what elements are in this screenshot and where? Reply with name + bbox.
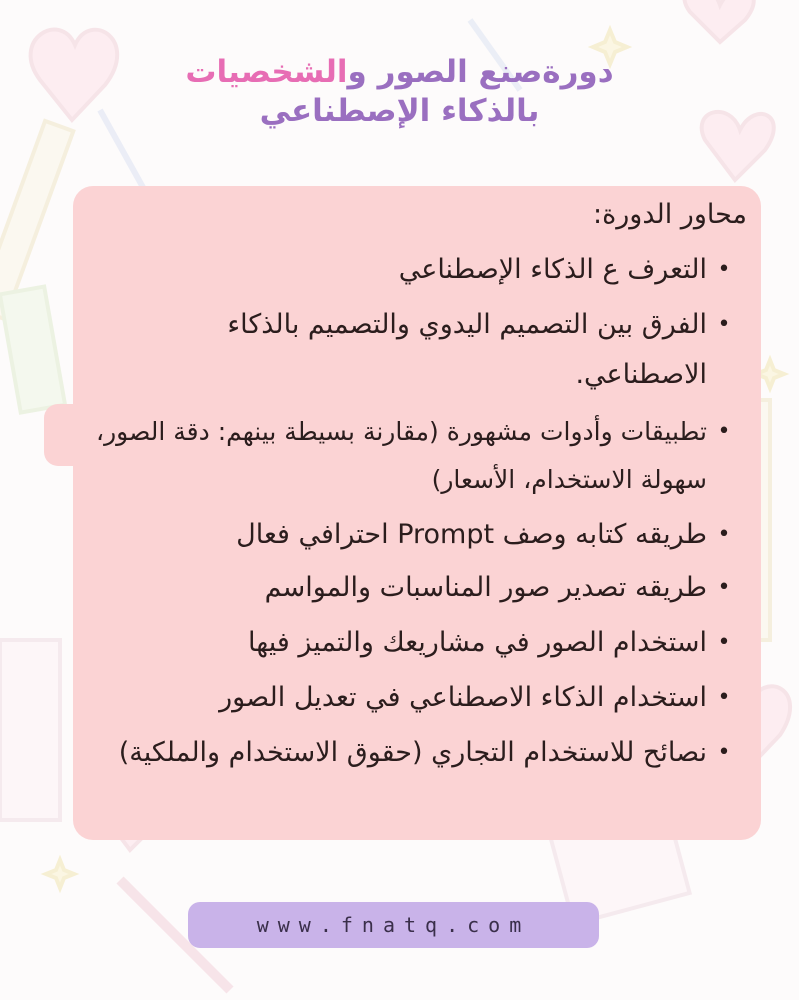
heart-doodle-top-right — [684, 0, 753, 42]
course-title — [0, 52, 799, 130]
topic-item — [107, 510, 731, 560]
card-heading: محاور الدورة: — [593, 199, 747, 230]
topic-text: الفرق بين التصميم اليدوي والتصميم بالذكاء الاصطناعي. — [227, 309, 707, 390]
notebook-doodle-left — [0, 640, 60, 820]
topic-item — [107, 300, 731, 400]
title-part-1: دورة — [542, 54, 614, 90]
sparkle-doodle-3 — [46, 860, 74, 888]
topic-item — [107, 618, 731, 668]
topic-text: نصائح للاستخدام التجاري (حقوق الاستخدام والملكية) — [118, 737, 707, 768]
topic-item — [107, 728, 731, 778]
bullet-dot-icon: • — [717, 575, 731, 600]
bullet-dot-icon: • — [717, 522, 731, 547]
topic-text: التعرف ع الذكاء الإصطناعي — [398, 254, 707, 285]
bullet-dot-icon: • — [717, 257, 731, 282]
topic-item — [107, 673, 731, 723]
bullet-dot-icon: • — [717, 312, 731, 337]
topic-text: تطبيقات وأدوات مشهورة (مقارنة بسيطة بينهم: دقة الصور، سهولة الاستخدام، الأسعار) — [96, 417, 707, 494]
title-part-2: صنع الصور و — [347, 54, 543, 90]
bullet-dot-icon: • — [717, 685, 731, 710]
topic-text: استخدام الصور في مشاريعك والتميز فيها — [248, 627, 707, 658]
course-title-line-2: بالذكاء الإصطناعي — [259, 93, 540, 129]
topic-item — [107, 563, 731, 613]
bullet-dot-icon: • — [717, 419, 731, 444]
topic-text: طريقه كتابه وصف Prompt احترافي فعال — [236, 519, 707, 550]
topic-item — [107, 245, 731, 295]
title-highlight: الشخصيات — [185, 54, 348, 90]
course-title-line-1 — [0, 52, 799, 92]
topic-text: طريقه تصدير صور المناسبات والمواسم — [264, 572, 707, 603]
pencil-doodle-left — [0, 287, 65, 413]
topic-text: استخدام الذكاء الاصطناعي في تعديل الصور — [219, 682, 707, 713]
bullet-dot-icon: • — [717, 740, 731, 765]
bullet-dot-icon: • — [717, 630, 731, 655]
topic-item — [57, 408, 731, 504]
website-url[interactable]: www.fnatq.com — [188, 902, 599, 948]
